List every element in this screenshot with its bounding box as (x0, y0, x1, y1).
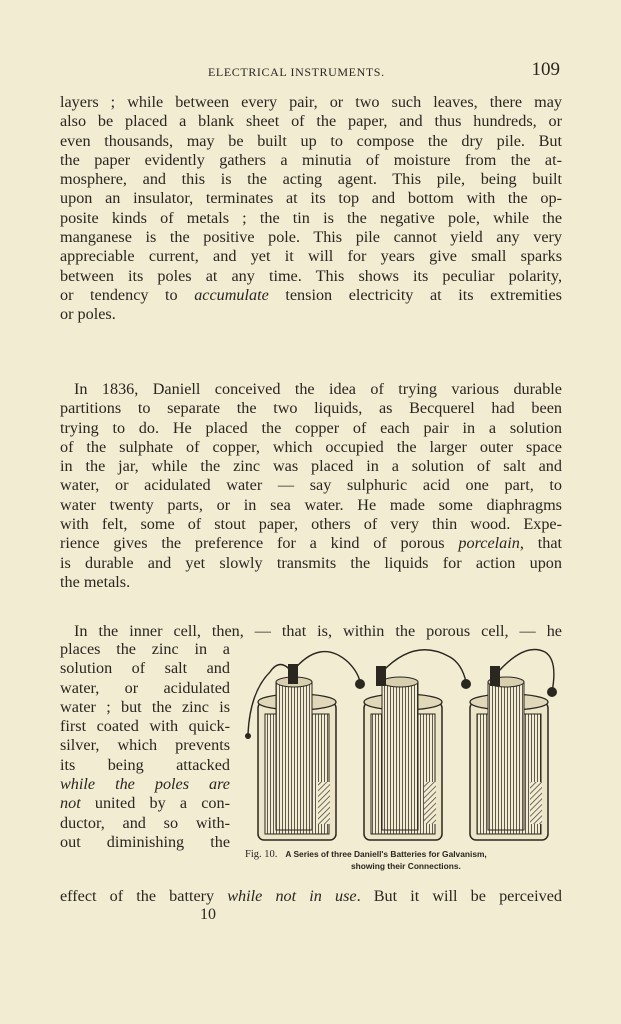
signature-mark: 10 (200, 906, 216, 923)
text-line: appreciable current, and yet it will for years give small sparks (60, 247, 562, 266)
paragraph-3-first-line (60, 622, 562, 641)
caption-line-2: showing their Connections. (351, 861, 461, 871)
text-run: rience gives the preference for a kind of porous (60, 534, 459, 553)
paragraph-1 (60, 93, 562, 325)
italic-word: accumulate (194, 285, 269, 304)
text-line: also be placed a blank sheet of the paper, and thus hundreds, or (60, 112, 562, 131)
running-title: ELECTRICAL INSTRUMENTS. (208, 65, 385, 79)
text-line (60, 887, 562, 906)
text-line: partitions to separate the two liquids, as Becquerel had been (60, 399, 562, 418)
text-line (60, 286, 562, 305)
text-line: trying to do. He placed the copper of each pair in a solution (60, 418, 562, 437)
text-line: water, or acidulated (60, 678, 230, 697)
text-line: its being attacked (60, 755, 230, 774)
cell-1 (258, 664, 336, 840)
text-line: even thousands, may be built up to compose the dry pile. But (60, 131, 562, 150)
page-number: 109 (531, 59, 560, 80)
text-line: with felt, some of stout paper, others of very thin wood. Expe- (60, 515, 562, 534)
text-line: In 1836, Daniell conceived the idea of trying various durable (74, 380, 562, 398)
paragraph-3-wrap (60, 640, 230, 852)
caption-text: A Series of three Daniell's Batteries for Galvanism, (285, 849, 487, 859)
running-head (60, 59, 560, 81)
battery-illustration (240, 642, 570, 847)
text-line: layers ; while between every pair, or two such leaves, there may (60, 93, 562, 111)
text-line: In the inner cell, then, — that is, within the porous cell, — he (74, 622, 562, 640)
text-line: the paper evidently gathers a minutia of moisture from the at- (60, 150, 562, 169)
italic-word: not (60, 794, 81, 813)
text-line: water ; but the zinc is (60, 697, 230, 716)
text-run: effect of the battery (60, 887, 228, 905)
text-line: manganese is the positive pole. This pile cannot yield any very (60, 228, 562, 247)
text-run: , that (519, 534, 563, 553)
text-run: . But it will be perceived (356, 887, 562, 905)
text-line: or poles. (60, 305, 116, 324)
text-line: silver, which prevents (60, 736, 230, 755)
text-line (60, 534, 562, 553)
cell-2 (364, 666, 442, 840)
paragraph-3-tail (60, 887, 562, 906)
text-line (60, 794, 230, 813)
text-line: in the jar, while the zinc was placed in a solution of salt and (60, 457, 562, 476)
italic-word: porcelain (458, 534, 520, 553)
text-run: or tendency to (60, 285, 195, 304)
text-line: mosphere, and this is the acting agent. This pile, being built (60, 170, 562, 189)
text-line: upon an insulator, terminates at its top and bottom with the op- (60, 189, 562, 208)
paragraph-2 (60, 380, 562, 592)
italic-line: while the poles are (60, 775, 230, 794)
text-run: united by a con- (80, 794, 230, 813)
text-line: is durable and yet slowly transmits the liquids for action upon (60, 553, 562, 572)
text-line: ductor, and so with- (60, 813, 230, 832)
figure-label: Fig. 10. (245, 849, 278, 860)
text-line: between its poles at any time. This shows its peculiar polarity, (60, 266, 562, 285)
text-line: solution of salt and (60, 659, 230, 678)
text-line: of the sulphate of copper, which occupied the larger outer space (60, 437, 562, 456)
text-run: tension electricity at its extremities (268, 285, 562, 304)
text-line: posite kinds of metals ; the tin is the negative pole, while the (60, 208, 562, 227)
text-line: water twenty parts, or in sea water. He made some diaphragms (60, 495, 562, 514)
text-line: places the zinc in a (60, 640, 230, 658)
text-line: water, or acidulated water — say sulphuric acid one part, to (60, 476, 562, 495)
cell-3 (470, 666, 548, 840)
text-line: out diminishing the (60, 832, 230, 851)
italic-phrase: while not in use (227, 887, 357, 905)
text-line: the metals. (60, 572, 131, 591)
figure-daniell-batteries (240, 642, 570, 847)
text-line: first coated with quick- (60, 717, 230, 736)
